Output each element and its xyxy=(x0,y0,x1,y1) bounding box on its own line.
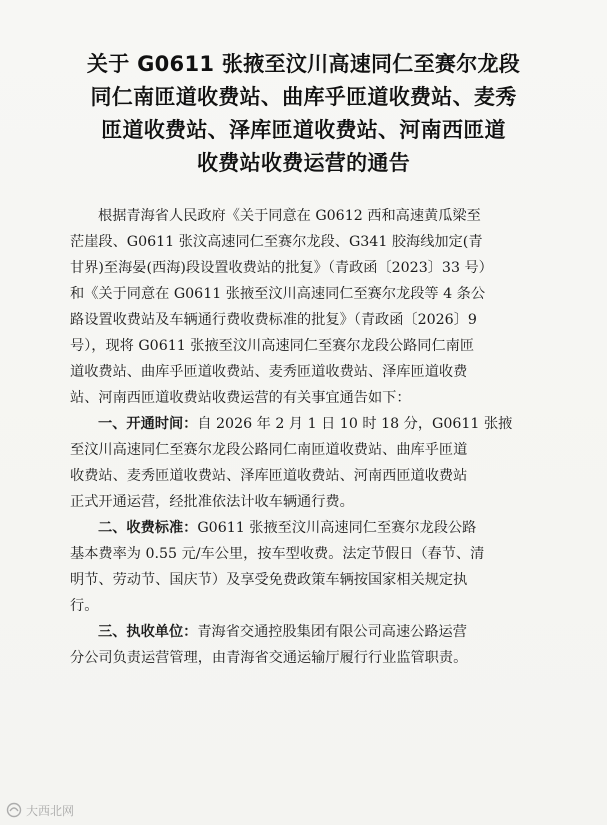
section-fee-standard xyxy=(70,515,540,619)
section-text: 青海省交通控股集团有限公司高速公路运营 xyxy=(197,624,467,640)
section-heading: 三、执收单位： xyxy=(98,624,198,640)
intro-line: 和《关于同意在 G0611 张掖至汶川高速同仁至赛尔龙段等 4 条公 xyxy=(70,286,486,302)
section-line xyxy=(70,619,540,645)
section-text: G0611 张掖至汶川高速同仁至赛尔龙段公路 xyxy=(197,520,477,536)
section-line: 正式开通运营，经批准依法计收车辆通行费。 xyxy=(70,494,354,510)
section-text: 自 2026 年 2 月 1 日 10 时 18 分，G0611 张掖 xyxy=(197,416,513,432)
intro-line: 站、河南西匝道收费站收费运营的有关事宜通告如下： xyxy=(70,390,411,406)
section-collecting-unit xyxy=(70,619,540,671)
section-heading: 二、收费标准： xyxy=(98,520,198,536)
document-body xyxy=(70,203,540,671)
section-line: 基本费率为 0.55 元/车公里，按车型收费。法定节假日（春节、清 xyxy=(70,546,485,562)
intro-line: 根据青海省人民政府《关于同意在 G0612 西和高速黄瓜梁至 xyxy=(98,208,481,224)
intro-paragraph xyxy=(70,203,540,411)
section-line: 至汶川高速同仁至赛尔龙段公路同仁南匝道收费站、曲库乎匝道 xyxy=(70,442,468,458)
watermark xyxy=(6,800,74,820)
section-opening-time xyxy=(70,411,540,515)
section-line: 行。 xyxy=(70,598,99,614)
intro-line: 号），现将 G0611 张掖至汶川高速同仁至赛尔龙段公路同仁南匝 xyxy=(70,338,475,354)
intro-line: 茫崖段、G0611 张汶高速同仁至赛尔龙段、G341 胶海线加定(青 xyxy=(70,234,483,250)
section-line xyxy=(70,411,540,437)
section-heading: 一、开通时间： xyxy=(98,416,198,432)
title-line-4: 收费站收费运营的通告 xyxy=(197,151,410,175)
title-line-1: 关于 G0611 张掖至汶川高速同仁至赛尔龙段 xyxy=(86,52,521,76)
title-line-2: 同仁南匝道收费站、曲库乎匝道收费站、麦秀 xyxy=(90,85,517,109)
section-line: 分公司负责运营管理，由青海省交通运输厅履行行业监管职责。 xyxy=(70,650,468,666)
section-line xyxy=(70,515,540,541)
watermark-text: 大西北网 xyxy=(26,803,75,818)
title-line-3: 匝道收费站、泽库匝道收费站、河南西匝道 xyxy=(101,118,506,142)
intro-line: 甘界)至海晏(西海)段设置收费站的批复》（青政函〔2023〕33 号） xyxy=(70,260,493,276)
intro-line: 道收费站、曲库乎匝道收费站、麦秀匝道收费站、泽库匝道收费 xyxy=(70,364,468,380)
intro-line: 路设置收费站及车辆通行费收费标准的批复》（青政函〔2026〕9 xyxy=(70,312,477,328)
logo-icon xyxy=(6,802,22,818)
document-title xyxy=(40,48,567,180)
section-line: 收费站、麦秀匝道收费站、泽库匝道收费站、河南西匝道收费站 xyxy=(70,468,468,484)
section-line: 明节、劳动节、国庆节）及享受免费政策车辆按国家相关规定执 xyxy=(70,572,468,588)
